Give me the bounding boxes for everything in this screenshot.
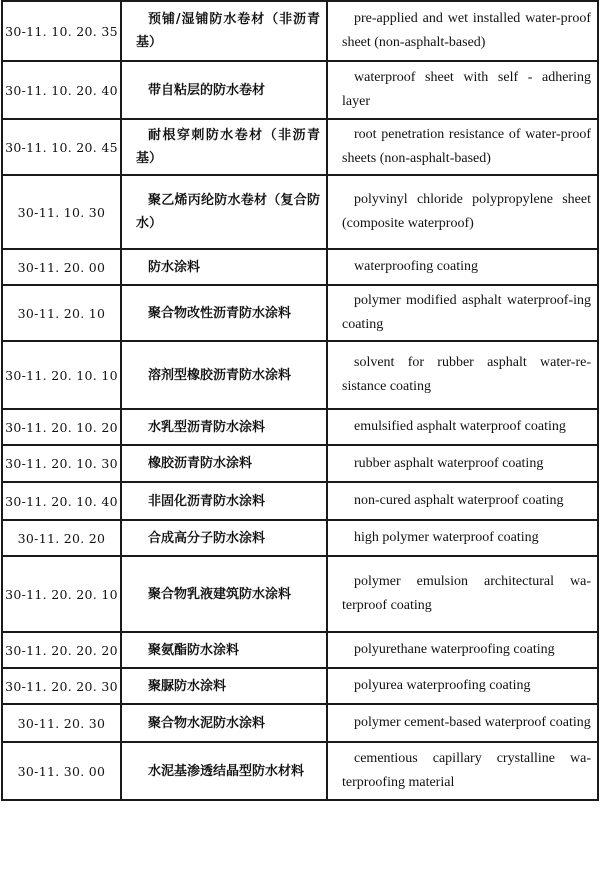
- table-row: [2, 249, 598, 285]
- row-code: 30-11. 20. 20. 20: [2, 632, 121, 668]
- row-english-term: cementious capillary crystalline wa-terproofing material: [327, 742, 598, 800]
- row-chinese-term: 耐根穿刺防水卷材（非沥青基）: [121, 119, 327, 175]
- table-row: [2, 61, 598, 119]
- row-english-term: root penetration resistance of water-proof sheets (non-asphalt-based): [327, 119, 598, 175]
- row-code: 30-11. 20. 10. 10: [2, 341, 121, 409]
- row-english-term: non-cured asphalt waterproof coating: [327, 482, 598, 520]
- table-row: [2, 742, 598, 800]
- row-code: 30-11. 20. 00: [2, 249, 121, 285]
- row-chinese-term: 聚合物改性沥青防水涂料: [121, 285, 327, 341]
- row-english-term: polymer cement-based waterproof coating: [327, 704, 598, 742]
- row-english-term: high polymer waterproof coating: [327, 520, 598, 556]
- table-row: [2, 175, 598, 249]
- row-code: 30-11. 10. 20. 35: [2, 1, 121, 61]
- row-code: 30-11. 10. 20. 40: [2, 61, 121, 119]
- row-code: 30-11. 20. 20. 30: [2, 668, 121, 704]
- row-chinese-term: 水乳型沥青防水涂料: [121, 409, 327, 445]
- row-english-term: polyurethane waterproofing coating: [327, 632, 598, 668]
- table-row: [2, 482, 598, 520]
- row-english-term: waterproofing coating: [327, 249, 598, 285]
- table-row: [2, 556, 598, 632]
- row-code: 30-11. 20. 20: [2, 520, 121, 556]
- table-row: [2, 409, 598, 445]
- table-row: [2, 704, 598, 742]
- row-chinese-term: 非固化沥青防水涂料: [121, 482, 327, 520]
- row-chinese-term: 预铺/湿铺防水卷材（非沥青基）: [121, 1, 327, 61]
- table-row: [2, 285, 598, 341]
- row-english-term: pre-applied and wet installed water-proof sheet (non-asphalt-based): [327, 1, 598, 61]
- row-code: 30-11. 20. 10. 40: [2, 482, 121, 520]
- row-chinese-term: 聚脲防水涂料: [121, 668, 327, 704]
- row-chinese-term: 水泥基渗透结晶型防水材料: [121, 742, 327, 800]
- row-chinese-term: 防水涂料: [121, 249, 327, 285]
- terminology-table: [1, 0, 599, 801]
- row-english-term: polymer emulsion architectural wa-terproof coating: [327, 556, 598, 632]
- row-chinese-term: 聚乙烯丙纶防水卷材（复合防水）: [121, 175, 327, 249]
- row-code: 30-11. 10. 30: [2, 175, 121, 249]
- row-chinese-term: 合成高分子防水涂料: [121, 520, 327, 556]
- row-chinese-term: 聚合物乳液建筑防水涂料: [121, 556, 327, 632]
- row-english-term: waterproof sheet with self - adhering layer: [327, 61, 598, 119]
- row-chinese-term: 带自粘层的防水卷材: [121, 61, 327, 119]
- row-code: 30-11. 20. 10: [2, 285, 121, 341]
- row-english-term: solvent for rubber asphalt water-re-sistance coating: [327, 341, 598, 409]
- table-row: [2, 1, 598, 61]
- row-chinese-term: 聚合物水泥防水涂料: [121, 704, 327, 742]
- table-row: [2, 341, 598, 409]
- row-chinese-term: 聚氨酯防水涂料: [121, 632, 327, 668]
- row-english-term: emulsified asphalt waterproof coating: [327, 409, 598, 445]
- row-code: 30-11. 20. 10. 20: [2, 409, 121, 445]
- row-english-term: polyvinyl chloride polypropylene sheet (composite waterproof): [327, 175, 598, 249]
- table-row: [2, 119, 598, 175]
- row-chinese-term: 橡胶沥青防水涂料: [121, 445, 327, 482]
- row-code: 30-11. 20. 30: [2, 704, 121, 742]
- table-row: [2, 520, 598, 556]
- row-chinese-term: 溶剂型橡胶沥青防水涂料: [121, 341, 327, 409]
- row-english-term: polymer modified asphalt waterproof-ing coating: [327, 285, 598, 341]
- table-row: [2, 632, 598, 668]
- row-code: 30-11. 20. 10. 30: [2, 445, 121, 482]
- row-code: 30-11. 10. 20. 45: [2, 119, 121, 175]
- row-english-term: polyurea waterproofing coating: [327, 668, 598, 704]
- table-row: [2, 668, 598, 704]
- table-row: [2, 445, 598, 482]
- row-code: 30-11. 30. 00: [2, 742, 121, 800]
- row-code: 30-11. 20. 20. 10: [2, 556, 121, 632]
- row-english-term: rubber asphalt waterproof coating: [327, 445, 598, 482]
